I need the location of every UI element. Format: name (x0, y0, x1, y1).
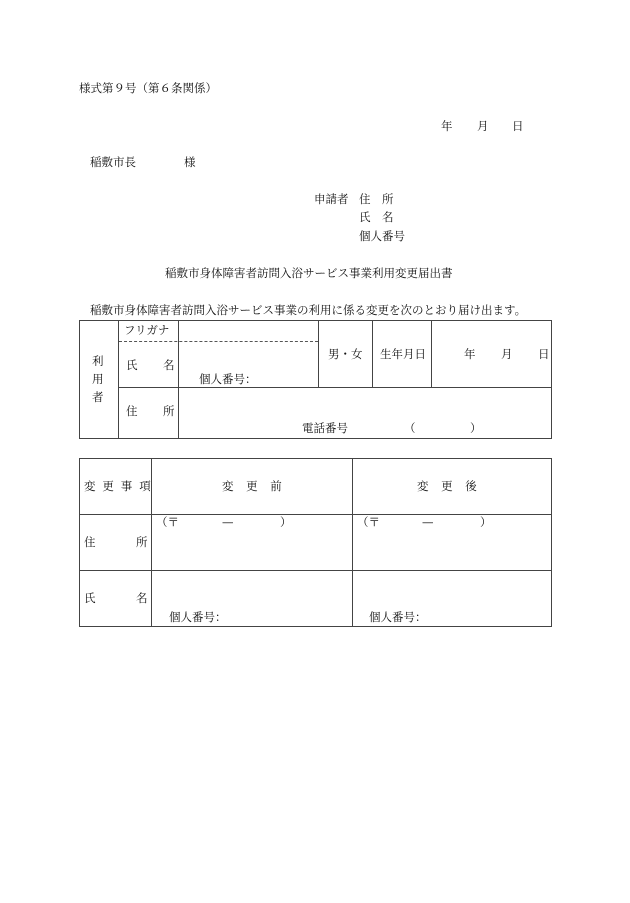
birthdate-label: 生年月日 (380, 347, 426, 361)
applicant-personal-number-label: 個人番号 (359, 229, 405, 243)
user-name-label: 氏 (126, 358, 138, 372)
furigana-label: フリガナ (124, 323, 170, 337)
date-month-label: 月 (477, 119, 489, 133)
after-postal-open: （〒 (357, 515, 380, 529)
after-personal-number-label: 個人番号： (369, 610, 427, 624)
user-personal-number-label: 個人番号： (199, 372, 257, 386)
after-postal-close: ） (480, 515, 492, 529)
form-number: 様式第９号（第６条関係） (79, 81, 217, 95)
phone-open-paren: （ (404, 421, 416, 435)
date-day-label: 日 (512, 119, 524, 133)
date-year-label: 年 (441, 119, 453, 133)
phone-label: 電話番号 (302, 421, 348, 435)
user-section-char-2: 用 (92, 372, 104, 386)
phone-close-paren: ） (470, 421, 482, 435)
honorific: 様 (184, 155, 196, 169)
before-personal-number-label: 個人番号： (169, 610, 227, 624)
user-address-label-2: 所 (163, 404, 175, 418)
before-postal-open: （〒 (156, 515, 179, 529)
gender-label: 男・女 (328, 347, 363, 361)
user-section-char-1: 利 (92, 354, 104, 368)
header-before: 変更前 (222, 479, 295, 493)
birth-day-label: 日 (538, 347, 550, 361)
after-postal-dash: — (422, 515, 434, 529)
document-title: 稲敷市身体障害者訪問入浴サービス事業利用変更届出書 (165, 266, 453, 280)
change-address-label: 住 (84, 535, 96, 549)
change-name-label-2: 名 (136, 591, 148, 605)
header-change-item: 変更事項 (84, 479, 158, 493)
user-address-label: 住 (126, 404, 138, 418)
birth-month-label: 月 (501, 347, 513, 361)
applicant-name-label: 氏 名 (359, 210, 394, 224)
intro-text: 稲敷市身体障害者訪問入浴サービス事業の利用に係る変更を次のとおり届け出ます。 (90, 303, 527, 317)
birth-year-label: 年 (464, 347, 476, 361)
before-postal-dash: — (222, 515, 234, 529)
applicant-label: 申請者 (314, 192, 349, 206)
change-name-label: 氏 (84, 591, 96, 605)
change-address-label-2: 所 (136, 535, 148, 549)
user-section-char-3: 者 (92, 390, 104, 404)
applicant-address-label: 住 所 (359, 192, 394, 206)
header-after: 変更後 (417, 479, 490, 493)
addressee: 稲敷市長 (90, 155, 136, 169)
user-name-label-2: 名 (163, 358, 175, 372)
before-postal-close: ） (280, 515, 292, 529)
